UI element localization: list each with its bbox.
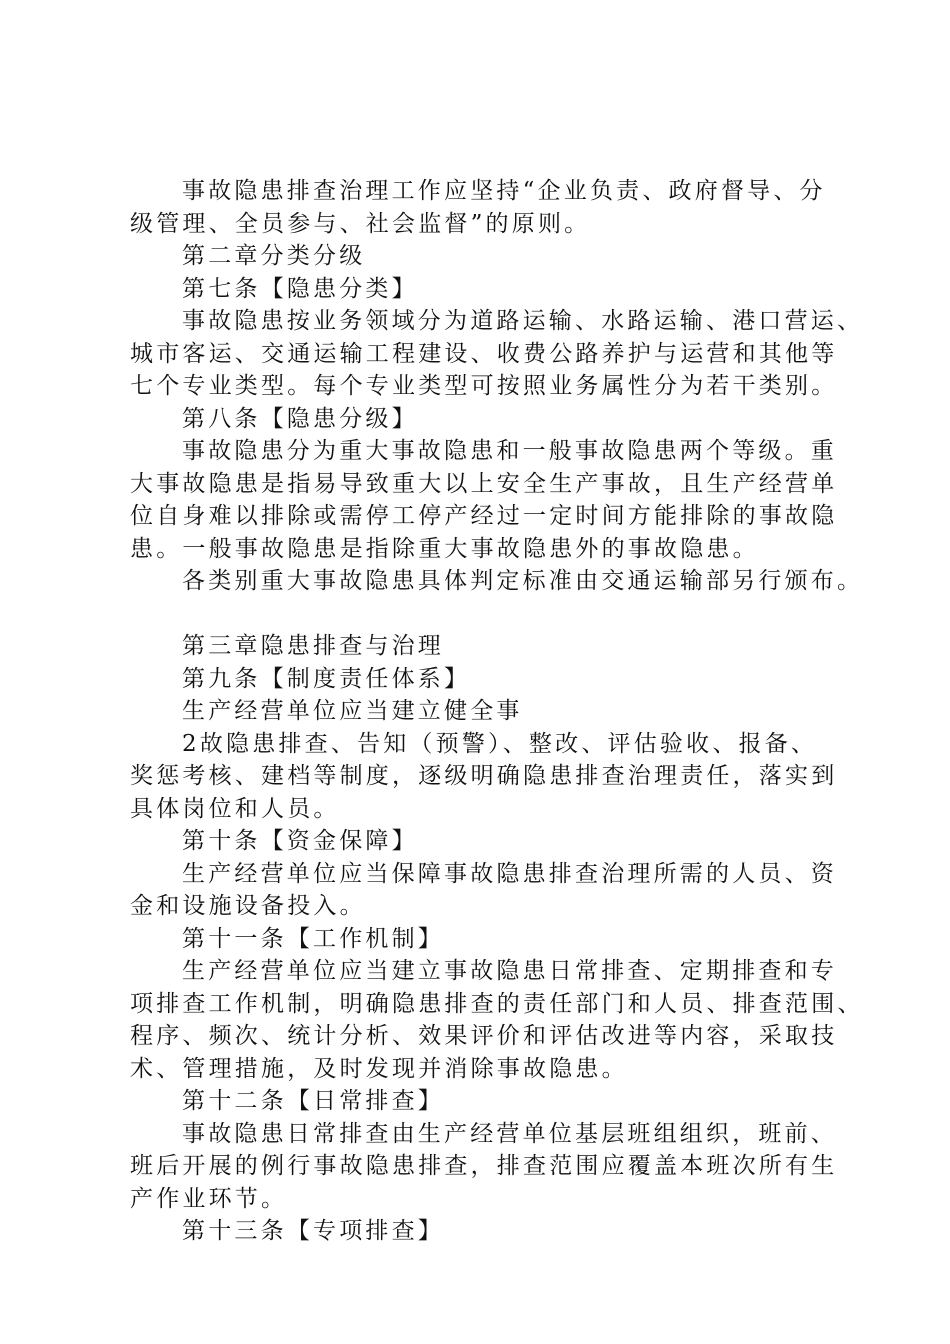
paragraph-line: 生产经营单位应当建立事故隐患日常排查、定期排查和专 <box>182 958 837 984</box>
paragraph-line: 生产经营单位应当保障事故隐患排查治理所需的人员、资 <box>182 860 837 887</box>
chapter-heading: 第三章隐患排查与治理 <box>182 633 444 659</box>
article-heading: 第八条【隐患分级】 <box>182 405 418 432</box>
paragraph-line: 各类别重大事故隐患具体判定标准由交通运输部另行颁布。 <box>182 568 864 594</box>
paragraph-line: 城市客运、交通运输工程建设、收费公路养护与运营和其他等 <box>130 340 838 367</box>
paragraph-line: 事故隐患排查治理工作应坚持“企业负责、政府督导、分 <box>182 178 826 204</box>
article-heading: 第十条【资金保障】 <box>182 828 418 854</box>
paragraph-line: 术、管理措施，及时发现并消除事故隐患。 <box>130 1055 628 1082</box>
paragraph-line: 事故隐患按业务领域分为道路运输、水路运输、港口营运、 <box>182 308 864 334</box>
paragraph-line: 奖惩考核、建档等制度，逐级明确隐患排查治理责任，落实到 <box>130 763 838 789</box>
paragraph-line: 程序、频次、统计分析、效果评价和评估改进等内容，采取技 <box>130 1023 838 1049</box>
paragraph-line: 项排查工作机制，明确隐患排查的责任部门和人员、排查范围、 <box>130 990 864 1017</box>
paragraph-line: 事故隐患分为重大事故隐患和一般事故隐患两个等级。重 <box>182 438 837 464</box>
paragraph-line: 生产经营单位应当建立健全事 <box>182 698 523 724</box>
chapter-heading: 第二章分类分级 <box>182 243 366 269</box>
paragraph-line: 产作业环节。 <box>130 1185 288 1212</box>
paragraph-line: 具体岗位和人员。 <box>130 795 340 822</box>
article-heading: 第九条【制度责任体系】 <box>182 665 471 692</box>
paragraph-line: 2故隐患排查、告知（预警）、整改、评估验收、报备、 <box>182 730 818 757</box>
paragraph-line: 金和设施设备投入。 <box>130 893 366 919</box>
paragraph-line: 班后开展的例行事故隐患排查，排查范围应覆盖本班次所有生 <box>130 1153 838 1179</box>
blank-line <box>130 598 850 631</box>
paragraph-line: 七个专业类型。每个专业类型可按照业务属性分为若干类别。 <box>130 373 838 399</box>
paragraph-line: 位自身难以排除或需停工停产经过一定时间方能排除的事故隐 <box>130 503 838 529</box>
paragraph-line: 事故隐患日常排查由生产经营单位基层班组组织，班前、 <box>182 1120 837 1147</box>
paragraph-line: 级管理、全员参与、社会监督”的原则。 <box>130 210 591 237</box>
paragraph-line: 大事故隐患是指易导致重大以上安全生产事故，且生产经营单 <box>130 470 838 497</box>
article-heading: 第七条【隐患分类】 <box>182 275 418 302</box>
document-body <box>130 175 864 1248</box>
article-heading: 第十二条【日常排查】 <box>182 1088 444 1114</box>
paragraph-line: 患。一般事故隐患是指除重大事故隐患外的事故隐患。 <box>130 535 759 562</box>
article-heading: 第十三条【专项排查】 <box>182 1218 444 1244</box>
article-heading: 第十一条【工作机制】 <box>182 925 444 952</box>
